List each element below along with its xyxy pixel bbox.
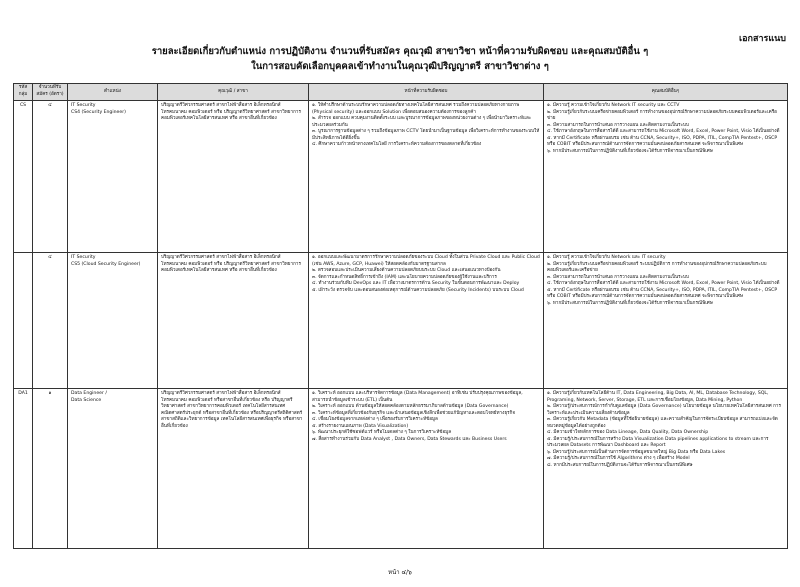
position-line: Data Science — [71, 397, 102, 403]
header-group-code: รหัสกลุ่ม — [14, 84, 33, 101]
other-item: ๒. มีความรู้/ประสบการณ์การกำกับดูแลข้อมูล (Data Governance) นโยบายข้อมูล นโยบายเทคโนโลยีสารสนเทศ การวิเคราะห์และประเมินความเสี่ยงด้านข้อมูล — [547, 404, 781, 416]
duties-cell — [309, 253, 544, 389]
page-title: รายละเอียดเกี่ยวกับตำแหน่ง การปฏิบัติงาน จำนวนที่รับสมัคร คุณวุฒิ สาขาวิชา หน้าที่ความรับผิดชอบ และคุณสมบัติอื่น ๆ — [151, 46, 649, 57]
position-line: CS5 (Cloud Security Engineer) — [71, 261, 141, 267]
duty-item: ๑. ออกแบบและพัฒนามาตรการรักษาความปลอดภัยของระบบ Cloud ทั้งในส่วน Private Cloud และ Public Cloud (เช่น AWS, Azure, GCP, Huawei) ให้สอดคล้องกับมาตรฐานสากล — [312, 255, 540, 267]
header-other-qualifications: คุณสมบัติอื่นๆ — [544, 84, 788, 101]
count-cell: ๔ — [33, 101, 68, 253]
duties-cell — [309, 101, 544, 253]
table-row — [14, 101, 788, 253]
position-line: CS4 (Security Engineer) — [71, 109, 126, 115]
other-item: ๓. มีความรู้เกี่ยวกับ Metadata (ข้อมูลที่ใช้อธิบายข้อมูล) และความสำคัญในการจัดระเบียบข้อมูล สามารถแบ่งและจัดหมวดหมู่ข้อมูลได้อย่างถูกต้อง — [547, 417, 778, 429]
other-item: ๑. มีความรู้เกี่ยวกับเทคโนโลยีด้าน IT, Data Engineering, Big Data, AI, ML, Database Technology, SQL, Programing, Network, Server, Storage, ETL และการเชื่อมโยงข้อมูล, Data Mining, Python — [547, 391, 769, 403]
duties-cell — [309, 389, 544, 549]
position-line: Data Engineer / — [71, 391, 107, 396]
other-item: ๕. หากมี Certificate หรือผ่านอบรม เช่น ด้าน CCNA, Security+, ISO, PDPA, ITIL, CompTIA Pentest+, OSCP หรือ COBIT หรือมีประสบการณ์ด้านการจัดการความมั่นคงปลอดภัยสารสนเทศ จะพิจารณาเป็นพิเศษ — [547, 135, 778, 148]
count-cell: ๑ — [33, 389, 68, 549]
other-qualifications-cell — [544, 389, 788, 549]
other-qualifications-cell — [544, 101, 788, 253]
duty-item: ๕. เฝ้าระวัง ตรวจจับ และตอบสนองต่อเหตุการณ์ด้านความปลอดภัย (Security Incidents) บนระบบ Cloud — [312, 287, 524, 293]
group-code-cell: CS — [14, 101, 33, 253]
count-cell: ๔ — [33, 253, 68, 389]
other-item: ๖. หากมีประสบการณ์ในการปฏิบัติงานที่เกี่ยวข้องจะได้รับการพิจารณาเป็นกรณีพิเศษ — [547, 300, 713, 306]
attachment-label: เอกสารแนบ — [739, 34, 786, 44]
header-position: ตำแหน่ง — [68, 84, 158, 101]
other-item: ๗. มีความรู้/ประสบการณ์ในการใช้ Algorithms ต่าง ๆ เพื่อสร้าง Model — [547, 456, 690, 462]
duty-item: ๖. พัฒนาประยุกต์ใช้ซอฟต์แวร์ หรือโมเดลต่าง ๆ ในการวิเคราะห์ข้อมูล — [312, 430, 452, 436]
header-duties: หน้าที่ความรับผิดชอบ — [309, 84, 544, 101]
duty-item: ๓. บูรณาการฐานข้อมูลต่าง ๆ รวมถึงข้อมูลภาพ CCTV โดยนำมาเป็นฐานข้อมูล เพื่อวิเคราะห์การทำงานของระบบให้มีประสิทธิภาพได้ดียิ่งขึ้น — [312, 129, 540, 141]
other-item: ๑. มีความรู้ ความเข้าใจเกี่ยวกับ Network IT security และ CCTV — [547, 103, 680, 108]
duty-item: ๓. วิเคราะห์ข้อมูลที่เกี่ยวข้องกับธุรกิจ และนำเสนอข้อมูลเชิงลึกเพื่อช่วยแก้ปัญหาและตอบโจทย์ทางธุรกิจ — [312, 410, 516, 416]
duty-item: ๒. ตรวจสอบและประเมินความเสี่ยงด้านความปลอดภัยบนระบบ Cloud และเสนอแนวทางป้องกัน — [312, 268, 501, 274]
duty-item: ๗. สื่อสารทำงานร่วมกับ Data Analyst , Data Owners, Data Stewards และ Business Users — [312, 436, 507, 442]
table-header-row — [14, 84, 788, 101]
duty-item: ๔. เชื่อมโยงข้อมูลจากแหล่งต่าง ๆ เพื่อรองรับการวิเคราะห์ข้อมูล — [312, 417, 438, 423]
group-code-cell — [14, 253, 33, 389]
position-cell — [68, 253, 158, 389]
other-item: ๑. มีความรู้ ความเข้าใจเกี่ยวกับ Network และ IT security — [547, 255, 666, 260]
position-cell — [68, 101, 158, 253]
position-cell — [68, 389, 158, 549]
qualification-cell: ปริญญาตรีวิศวกรรมศาสตร์ สาขาไฟฟ้าสื่อสาร อิเล็กทรอนิกส์ โทรคมนาคม คอมพิวเตอร์ หรือสาขาอื่นที่เกี่ยวข้อง หรือ ปริญญาตรีวิทยาศาสตร์ สาขาวิทยาการคอมพิวเตอร์ เทคโนโลยีสารสนเทศ คณิตศาสตร์ประยุกต์ หรือสาขาอื่นที่เกี่ยวข้อง หรือปริญญาตรีสถิติศาสตร์ สาขาสถิติและวิทยาการข้อมูล เทคโนโลยีสารสนเทศเพื่อธุรกิจ หรือสาขาอื่นที่เกี่ยวข้อง — [158, 389, 309, 549]
duty-item: ๓. จัดการและกำหนดสิทธิ์การเข้าถึง (IAM) และนโยบายความปลอดภัยของผู้ใช้งานและบริการ — [312, 274, 497, 280]
other-item: ๕. มีความรู้/ประสบการณ์ในการสร้าง Data Visualization Data pipelines applications to stream และการประมวลผล Datasets การพัฒนา Dashboard และ Report — [547, 436, 769, 449]
duty-item: ๔. ศึกษาความก้าวหน้าทางเทคโนโลยี การวิเคราะห์ความต้องการของตลาดที่เกี่ยวข้อง — [312, 142, 482, 148]
header-count: จำนวนที่รับสมัคร (อัตรา) — [33, 84, 68, 101]
other-item: ๘. หากมีประสบการณ์ในการปฏิบัติงานจะได้รับการพิจารณาเป็นกรณีพิเศษ — [547, 462, 693, 468]
position-line: IT Security — [71, 103, 96, 108]
other-item: ๒. มีความรู้เกี่ยวกับระบบเครือข่ายคอมพิวเตอร์ การทำงานของอุปกรณ์รักษาความปลอดภัยระบบคอมพิวเตอร์และเครือข่าย — [547, 109, 777, 122]
position-line: IT Security — [71, 255, 96, 260]
duty-item: ๕. สร้างรายงานแผนภาพ (Data Visualization) — [312, 423, 409, 429]
group-code-cell: DA1 — [14, 389, 33, 549]
table-row — [14, 253, 788, 389]
other-qualifications-cell — [544, 253, 788, 389]
duty-item: ๒. วิเคราะห์ ออกแบบ ด้านข้อมูลให้สอดคล้องตามหลักธรรมาภิบาลด้านข้อมูล (Data Governance) — [312, 404, 509, 410]
other-item: ๓. มีความสามารถในการนำเสนอ การวางแผน และติดตามงานเป็นระบบ — [547, 274, 689, 280]
qualification-cell: ปริญญาตรีวิศวกรรมศาสตร์ สาขาไฟฟ้าสื่อสาร อิเล็กทรอนิกส์ โทรคมนาคม คอมพิวเตอร์ หรือ ปริญญาตรีวิทยาศาสตร์ สาขาวิทยาการคอมพิวเตอร์เทคโนโลยีสารสนเทศ หรือ สาขาอื่นที่เกี่ยวข้อง — [158, 101, 309, 253]
duty-item: ๔. ทำงานร่วมกับทีม DevOps และ IT เพื่อวางมาตรการด้าน Security ในขั้นตอนการพัฒนาและ Deploy — [312, 281, 520, 287]
table-row — [14, 389, 788, 549]
duty-item: ๑. ให้คำปรึกษาด้านระบบรักษาความปลอดภัยทางเทคโนโลยีสารสนเทศ รวมถึงความปลอดภัยทางกายภาพ (Physical security) และออกแบบ Solution เพื่อตอบสนองความต้องการของลูกค้า — [312, 103, 520, 115]
other-item: ๖. หากมีประสบการณ์ในการปฏิบัติงานที่เกี่ยวข้องจะได้รับการพิจารณาเป็นกรณีพิเศษ — [547, 148, 713, 154]
other-item: ๔. ใช้ภาษาอังกฤษในการสื่อสารได้ดี และสามารถใช้งาน Microsoft Word, Excel, Power Point, Visio ได้เป็นอย่างดี — [547, 129, 780, 135]
other-item: ๔. มีความเข้าใจหลักการของ Data Lineage, Data Quality, Data Ownership — [547, 430, 709, 436]
other-item: ๕. หากมี Certificate หรือผ่านอบรม เช่น ด้าน CCNA, Security+, ISO, PDPA, ITIL, CompTIA Pentest+, OSCP หรือ COBIT หรือมีประสบการณ์ด้านการจัดการความมั่นคงปลอดภัยสารสนเทศ จะพิจารณาเป็นพิเศษ — [547, 287, 778, 300]
duty-item: ๒. สำรวจ ออกแบบ ควบคุมงานติดตั้งระบบ และบูรณาการข้อมูลภาพของหน่วยงานต่าง ๆ เพื่อนำมาวิเคราะห์และประมวลผลร่วมกัน — [312, 116, 532, 128]
other-item: ๖. มีความรู้/ประสบการณ์เป็นด้านการจัดการข้อมูลขนาดใหญ่ Big Data หรือ Data Lakes — [547, 449, 726, 455]
positions-table — [13, 83, 788, 549]
header-qualification: คุณวุฒิ / สาขา — [158, 84, 309, 101]
duty-item: ๑. วิเคราะห์ ออกแบบ และบริหารจัดการข้อมูล (Data Management) อาทิเช่น ปรับปรุงคุณภาพของข้อมูล, สามารถนำข้อมูลเข้าระบบ (ETL) เป็นต้น — [312, 391, 523, 403]
other-item: ๔. ใช้ภาษาอังกฤษในการสื่อสารได้ดี และสามารถใช้งาน Microsoft Word, Excel, Power Point, Visio ได้เป็นอย่างดี — [547, 281, 780, 287]
other-item: ๒. มีความรู้เกี่ยวกับระบบเครือข่ายคอมพิวเตอร์ ระบบปฏิบัติการ การทำงานของอุปกรณ์รักษาความปลอดภัยระบบคอมพิวเตอร์และเครือข่าย — [547, 261, 767, 274]
qualification-cell: ปริญญาตรีวิศวกรรมศาสตร์ สาขาไฟฟ้าสื่อสาร อิเล็กทรอนิกส์ โทรคมนาคม คอมพิวเตอร์ หรือ ปริญญาตรีวิทยาศาสตร์ สาขาวิทยาการคอมพิวเตอร์เทคโนโลยีสารสนเทศ หรือ สาขาอื่นที่เกี่ยวข้อง — [158, 253, 309, 389]
page-number: หน้า ๔/๖ — [388, 569, 412, 576]
other-item: ๓. มีความสามารถในการนำเสนอ การวางแผน และติดตามงานเป็นระบบ — [547, 122, 689, 128]
page-subtitle: ในการสอบคัดเลือกบุคคลเข้าทำงานในคุณวุฒิปริญญาตรี สาขาวิชาต่าง ๆ — [251, 61, 549, 72]
